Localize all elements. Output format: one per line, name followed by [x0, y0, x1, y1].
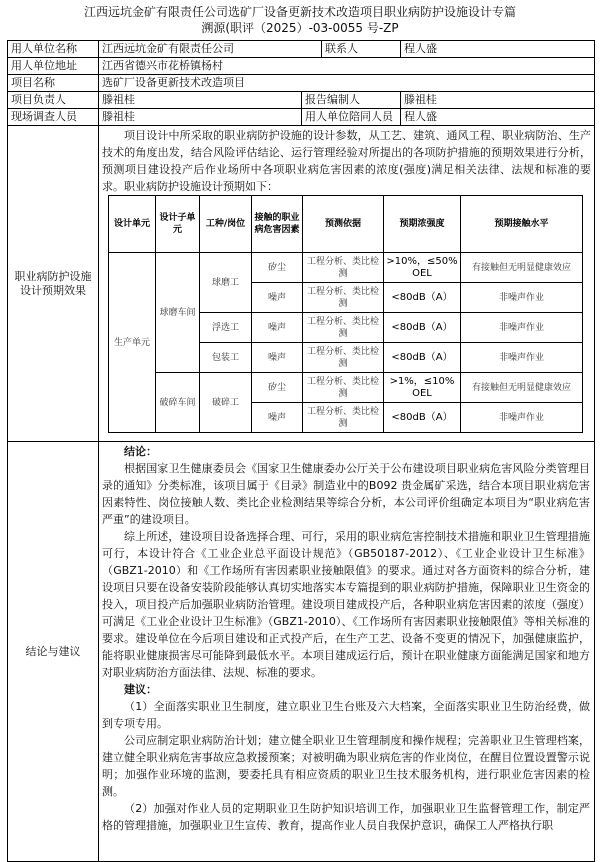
col-exposure: 预期接触水平	[461, 196, 583, 253]
conclusions-cell	[99, 442, 595, 862]
prediction-table	[108, 195, 583, 433]
value-survey-staff: 滕祖桂	[99, 109, 302, 126]
table-cell-hazard: 噪声	[252, 283, 303, 313]
label-address: 用人单位地址	[8, 58, 99, 75]
conclusion-paragraph: 根据国家卫生健康委员会《国家卫生健康委办公厅关于公布建设项目职业病危害风险分类管理目录的通知》分类标准，该项目属于《目录》制造业中的B092 贵金属矿采选，结合本项目职业病危害因素特性、岗位接触人数、类比企业检测结果等综合分析，本公司评价组确定本项目为“职业病危害严重”的建设项目。	[102, 462, 591, 526]
table-cell-concentration: <80dB（A）	[384, 313, 461, 343]
table-cell-hazard: 矽尘	[252, 253, 303, 283]
value-address: 江西省德兴市花桥镇杨村	[99, 58, 595, 75]
cell-job-ball-mill: 球磨工	[200, 253, 252, 313]
value-project-name: 选矿厂设备更新技术改造项目	[99, 75, 595, 92]
table-cell-basis: 工程分析、类比检测	[303, 253, 384, 283]
label-survey-staff: 现场调查人员	[8, 109, 99, 126]
table-cell-concentration: <80dB（A）	[384, 403, 461, 433]
table-cell-exposure: 非噪声作业	[461, 313, 583, 343]
label-project-name: 项目名称	[8, 75, 99, 92]
cell-production-unit: 生产单元	[109, 253, 156, 433]
col-unit: 设计单元	[109, 196, 156, 253]
cell-crushing-workshop: 破碎车间	[156, 373, 200, 433]
value-project-leader: 滕祖桂	[99, 92, 302, 109]
cell-job-flotation: 浮选工	[200, 313, 252, 343]
table-cell-hazard: 噪声	[252, 403, 303, 433]
suggestion-item: 公司应制定职业病防治计划；建立健全职业卫生管理制度和操作规程；完善职业卫生管理档案，建立健全职业病危害事故应急救援预案；对被明确为职业病危害的作业岗位，在醒目位置设置警示说明；加强作业环境的监测，要委托具有相应资质的职业卫生技术服务机构，进行职业危害因素的检测。	[102, 734, 591, 798]
project-info-table	[7, 40, 595, 862]
table-cell-exposure: 有接触但无明显健康效应	[461, 373, 583, 403]
table-cell-concentration: >1%，≤10% OEL	[384, 373, 461, 403]
table-cell-concentration: <80dB（A）	[384, 343, 461, 373]
table-cell-exposure: 非噪声作业	[461, 343, 583, 373]
document-subtitle: 溯源(职评（2025）-03-0055 号-ZP	[201, 21, 399, 35]
conclusion-paragraph: 综上所述，建设项目设备选择合理、可行，采用的职业病危害控制技术措施和职业卫生管理措施可行，本设计符合《工业企业总平面设计规范》（GB50187-2012）、《工业企业设计卫生标准》（GBZ1-2010）和《工作场所有害因素职业接触限值》的要求。通过对各方面资料的综合分析，建设项目只要在设备安装阶段能够认真切实地落实本专篇提到的职业病防护措施，保障职业卫生资金的投入，项目投产后加强职业病防治管理。建设项目建成投产后，各种职业病危害因素的浓度（强度）可满足《工业企业设计卫生标准》（GBZ1-2010）、《工作场所有害因素职业接触限值》等相关标准的要求。建设单位在今后项目建设和正式投产后，在生产工艺、设备不变更的情况下，加强健康监护，能将职业健康损害尽可能降到最低水平。本项目建成运行后，预计在职业健康方面能满足国家和地方对职业病防治方面法律、法规、标准的要求。	[102, 530, 591, 679]
table-cell-basis: 工程分析、类比检测	[303, 373, 384, 403]
value-accompanying: 程人盛	[401, 109, 595, 126]
table-cell-exposure: 非噪声作业	[461, 403, 583, 433]
cell-ball-mill-workshop: 球磨车间	[156, 253, 200, 373]
table-cell-exposure: 非噪声作业	[461, 283, 583, 313]
suggestion-item: （1）全面落实职业卫生制度，建立职业卫生台账及六大档案，全面落实职业卫生防治经费，做到专项专用。	[102, 700, 591, 730]
conclusion-heading: 结论：	[124, 445, 157, 458]
label-accompanying: 用人单位陪同人员	[302, 109, 401, 126]
table-cell-exposure: 有接触但无明显健康效应	[461, 253, 583, 283]
label-effect-prediction: 职业病防护设施 设计预期效果	[8, 126, 99, 442]
label-employer: 用人单位名称	[8, 41, 99, 58]
value-contact: 程人盛	[401, 41, 595, 58]
col-job: 工种/岗位	[200, 196, 252, 253]
table-cell-concentration: <80dB（A）	[384, 283, 461, 313]
effect-prediction-cell	[99, 126, 595, 442]
col-subunit: 设计子单元	[156, 196, 200, 253]
table-cell-concentration: >10%，≤50% OEL	[384, 253, 461, 283]
value-report-author: 滕祖桂	[401, 92, 595, 109]
label-project-leader: 项目负责人	[8, 92, 99, 109]
table-cell-basis: 工程分析、类比检测	[303, 403, 384, 433]
table-cell-hazard: 噪声	[252, 313, 303, 343]
col-concentration: 预期浓强度	[384, 196, 461, 253]
document-title: 江西远坑金矿有限责任公司选矿厂设备更新技术改造项目职业病防护设施设计专篇	[83, 5, 516, 19]
label-contact: 联系人	[322, 41, 401, 58]
cell-job-crusher: 破碎工	[200, 373, 252, 433]
table-cell-basis: 工程分析、类比检测	[303, 343, 384, 373]
suggestion-item: （2）加强对作业人员的定期职业卫生防护知识培训工作，加强职业卫生监督管理工作，制定严格的管理措施，加强职业卫生宣传、教育，提高作业人员自我保护意识，确保工人严格执行职	[102, 802, 591, 832]
table-cell-hazard: 矽尘	[252, 373, 303, 403]
col-basis: 预测依据	[303, 196, 384, 253]
suggestion-heading: 建议：	[124, 683, 157, 696]
table-cell-basis: 工程分析、类比检测	[303, 313, 384, 343]
effect-intro-text: 项目设计中所采取的职业病防护设施的设计参数，从工艺、建筑、通风工程、职业病防治、生产技术的角度出发，结合风险评估结论、运行管理经验对所提出的各项防护措施的预期效果进行分析，预测项目建设投产后作业场所中各项职业病危害因素的浓度(强度)满足相关法律、法规和标准的要求。职业病防护设施设计预期如下：	[102, 129, 592, 193]
table-cell-hazard: 噪声	[252, 343, 303, 373]
cell-job-packing: 包装工	[200, 343, 252, 373]
label-conclusions: 结论与建议	[8, 442, 99, 862]
table-cell-basis: 工程分析、类比检测	[303, 283, 384, 313]
value-employer: 江西远坑金矿有限责任公司	[99, 41, 322, 58]
label-report-author: 报告编制人	[302, 92, 401, 109]
col-hazard: 接触的职业病危害因素	[252, 196, 303, 253]
